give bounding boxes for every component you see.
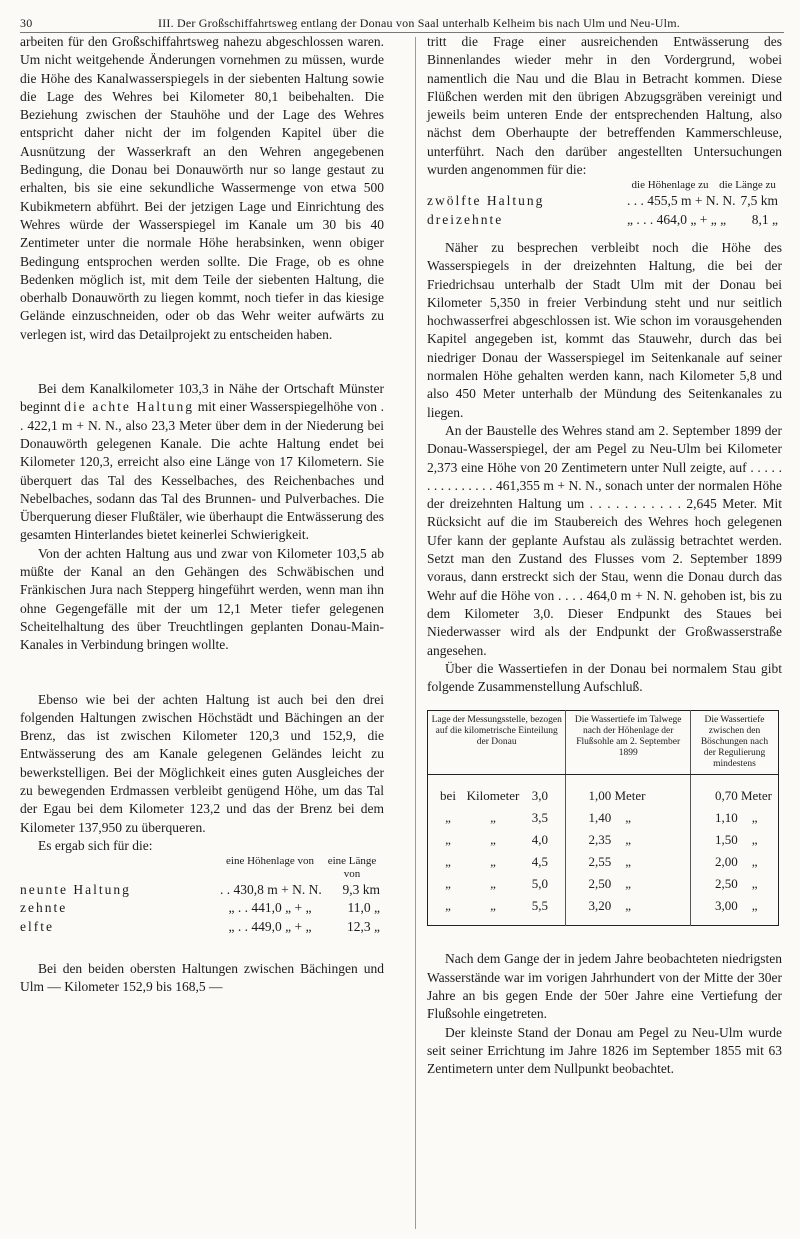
- list-head-length: die Länge zu: [719, 179, 776, 192]
- table-row: „ „ 4,0 2,35 „ 1,50 „: [428, 829, 779, 851]
- paragraph-es-ergab: Es ergab sich für die:: [38, 837, 153, 853]
- depth-table-header-talweg: Die Wassertiefe im Talwege nach der Höhenlage der Flußsohle am 2. September 1899: [566, 711, 691, 775]
- list-item-name: zehnte: [20, 900, 68, 916]
- list-item-height: . . . 455,5 m + N. N.: [627, 193, 736, 209]
- list-item-name: elfte: [20, 918, 54, 934]
- list-item-name: zwölfte Haltung: [427, 193, 545, 209]
- list-item-length: 12,3 „: [347, 918, 380, 934]
- two-column-body: [20, 33, 784, 1233]
- list-item-height: „ . . . 464,0 „ + „ „: [627, 211, 727, 227]
- list-item-name: dreizehnte: [427, 211, 504, 227]
- list-head-height: die Höhenlage zu: [631, 179, 709, 192]
- table-row: „ „ 4,5 2,55 „ 2,00 „: [428, 851, 779, 873]
- list-head-length: eine Länge von: [327, 855, 377, 881]
- paragraph-wassertiefen: Über die Wassertiefen in der Donau bei normalem Stau gibt folgende Zusammenstellung Aufschluß.: [427, 660, 782, 695]
- page-number: 30: [20, 16, 33, 30]
- paragraph-drei-haltungen: Ebenso wie bei der achten Haltung ist auch bei den drei folgenden Haltungen zwischen Höchstädt und Bächingen an der Brenz, das ist zwischen Kilometer 120,3 und 152,9, die Entwässerung des am Kanale gelegenen Geländes leicht zu bewerkstelligen. Bei der Möglichkeit eines guten Ausgleiches der zu bewegenden Erdmassen verbleibt genügend Höhe, um das Tal der Egau bei dem Kilometer 123,2 und das der Brenz bei dem Kilometer 137,950 zu überqueren.: [20, 691, 384, 835]
- list-head-height: eine Höhenlage von: [226, 855, 314, 868]
- depth-table: [427, 710, 779, 926]
- list-item-length: 7,5 km: [740, 193, 778, 209]
- right-column: [427, 33, 782, 1078]
- emphasis-achte-haltung: die achte Haltung: [64, 399, 195, 415]
- running-title: III. Der Großschiffahrtsweg entlang der Donau von Saal unterhalb Kelheim bis nach Ulm und Neu-Ulm.: [158, 16, 680, 30]
- haltung-list-right: [427, 179, 782, 229]
- paragraph-entwaesserung: tritt die Frage einer ausreichenden Entwässerung des Binnenlandes wieder mehr in den Vordergrund, wobei namentlich die Nau und die Blau in Betracht kommen. Diese Flüßchen werden mit den übrigen Abzugsgräben vereinigt und jeweils beim unteren Ende der entsprechenden Haltung, also nächst dem Oberhaupte der betreffenden Kammerschleuse, unterführt. Nach den darüber angestellten Untersuchungen wurden angenommen für die:: [427, 34, 782, 178]
- list-item-name: neunte Haltung: [20, 882, 131, 898]
- paragraph-kleinster-stand: Der kleinste Stand der Donau am Pegel zu Neu-Ulm wurde seit seiner Errichtung im Jahre 1826 im September 1855 mit 63 Zentimetern unter dem Nullpunkt beobachtet.: [427, 1024, 782, 1077]
- left-column: [20, 33, 384, 997]
- table-row: „ „ 3,5 1,40 „ 1,10 „: [428, 807, 779, 829]
- paragraph-weir-kilometer: arbeiten für den Großschiffahrtsweg nahezu abgeschlossen waren. Um nicht weitgehende Änderungen vornehmen zu müssen, wurde die Höhe des Kanalwasserspiegels in der siebenten Haltung sowie die Lage des Wehres bei Kilometer 80,1 beibehalten. Die Beziehung zwischen der Stauhöhe und der Lage des Wehres entspricht daher nicht der im folgenden Kapitel über die Ausnützung der Wasserkraft an den Wehren angegebenen Bedingung, die Donau bei Donauwörth nur so lange gestaut zu erhalten, bis sie eine sekundliche Wassermenge von etwa 500 Kubikmetern abführt. Bei der jetzigen Lage und Einrichtung des Wehres würde der Wasserspiegel im Kanale um 30 bis 40 Zentimeter unter die normale Höhe herabsinken, wenn obiger Bedingung entsprochen werden sollte. Die Frage, ob es ohne Bedenken möglich ist, mit dem Teile der siebenten Haltung, die oberhalb Donauwörth zu liegen kommt, noch tiefer in das kiesige Gelände einzuschneiden, oder ob das Wehr weiter aufwärts zu verlegen ist, wird das Detailprojekt zu entscheiden haben.: [20, 34, 384, 342]
- depth-table-header-location: Lage der Messungsstelle, bezogen auf die kilometrische Einteilung der Donau: [428, 711, 566, 775]
- paragraph-achte-haltung: Bei dem Kanalkilometer 103,3 in Nähe der Ortschaft Münster beginnt die achte Haltung mit einer Wasserspiegelhöhe von . . 422,1 m + N. N., also 23,3 Meter über dem in der Niederung bei Donauwörth gelegenen Kanale. Die achte Haltung endet bei Kilometer 120,3, erreicht also eine Länge von 17 Kilometern. Sie überquert das Tal des Kesselbaches, des Reichenbaches und Nebelbaches, sodann das Tal des Brunnen- und Pulverbaches. Die Überquerung dieser Flußtäler, wie überhaupt die Entwässerung des gesamten Hinterlandes bietet keinerlei Schwierigkeit.: [20, 381, 385, 543]
- table-row: bei Kilometer 3,0 1,00 Meter 0,70 Meter: [428, 775, 779, 808]
- paragraph-oberste-haltungen: Bei den beiden obersten Haltungen zwischen Bächingen und Ulm — Kilometer 152,9 bis 168,5 —: [20, 961, 384, 995]
- table-row: „ „ 5,5 3,20 „ 3,00 „: [428, 895, 779, 926]
- column-divider: [415, 37, 416, 1229]
- list-item-height: „ . . 441,0 „ + „: [228, 900, 312, 916]
- list-item-length: 11,0 „: [347, 900, 380, 916]
- paragraph-wasserstaende: Nach dem Gange der in jedem Jahre beobachteten niedrigsten Wasserstände war im vorigen Jahrhundert von der Mitte der 30er Jahre an bis gegen Ende der 50er Jahre eine Vertiefung der Flußsohle eingetreten.: [427, 951, 782, 1022]
- paragraph-dreizehnte-haltung: Näher zu besprechen verbleibt noch die Höhe des Wasserspiegels in der dreizehnten Haltung, die bei der Friedrichsau unterhalb der Stadt Ulm mit der Donau bei Kilometer 5,350 in freier Verbindung steht und nur seitlich hochwasserfrei abgeschlossen ist. Wie schon im vorausgehenden Kapitel angegeben ist, kommt das Stauwehr, durch das bei niedriger Donau der Wasserspiegel im Seitenkanale auf seiner normalen Höhe gehalten werden kann, nach Kilometer 5,8 und also 450 Meter unterhalb der Mündung des Seitenkanales zu liegen.: [427, 239, 782, 420]
- list-item-height: „ . . 449,0 „ + „: [228, 918, 312, 934]
- list-item-length: 9,3 km: [342, 882, 380, 898]
- list-item-length: 8,1 „: [751, 211, 778, 227]
- paragraph-jura: Von der achten Haltung aus und zwar von Kilometer 103,5 ab müßte der Kanal an den Gehängen des Schwäbischen und Fränkischen Jura nach Stepperg hingeführt werden, wenn man ihn ohne Gegengefälle mit der um 12,1 Meter tiefer gelegenen Scheitelhaltung des über Treuchtlingen geplanten Donau-Main-Kanales in Verbindung bringen wollte.: [20, 545, 384, 653]
- list-item-height: . . 430,8 m + N. N.: [220, 882, 322, 898]
- paragraph-baustelle: An der Baustelle des Wehres stand am 2. September 1899 der Donau-Wasserspiegel, der am Pegel zu Neu-Ulm bei Kilometer 2,373 eine Höhe von 20 Zentimetern unter Null zeigte, auf . . . . . . . . . . . . . . . 461,355 m + N. N., sonach unter der normalen Höhe der dreizehnten Haltung um . . . . . . . . . . . 2,645 Meter. Mit Rücksicht auf die im Staubereich des Wehres hoch gelegenen Ufer kann der geplante Aufstau als zulässig betrachtet werden. Setzt man den Zustand des Flusses vom 2. September 1899 voraus, dann erstreckt sich der Stau, wenn die Donau durch das Wehr auf die Höhe von . . . . 464,0 m + N. N. gehoben ist, bis zu dem Kilometer 3,0. Dieser Endpunkt des Staues bei Niederwasser wird als der Endpunkt der Großwasserstraße angesehen.: [427, 422, 782, 658]
- haltung-list-left: [20, 855, 384, 936]
- page-header: [20, 6, 784, 33]
- table-row: „ „ 5,0 2,50 „ 2,50 „: [428, 873, 779, 895]
- depth-table-header-boeschung: Die Wassertiefe zwischen den Böschungen nach der Regulierung mindestens: [690, 711, 778, 775]
